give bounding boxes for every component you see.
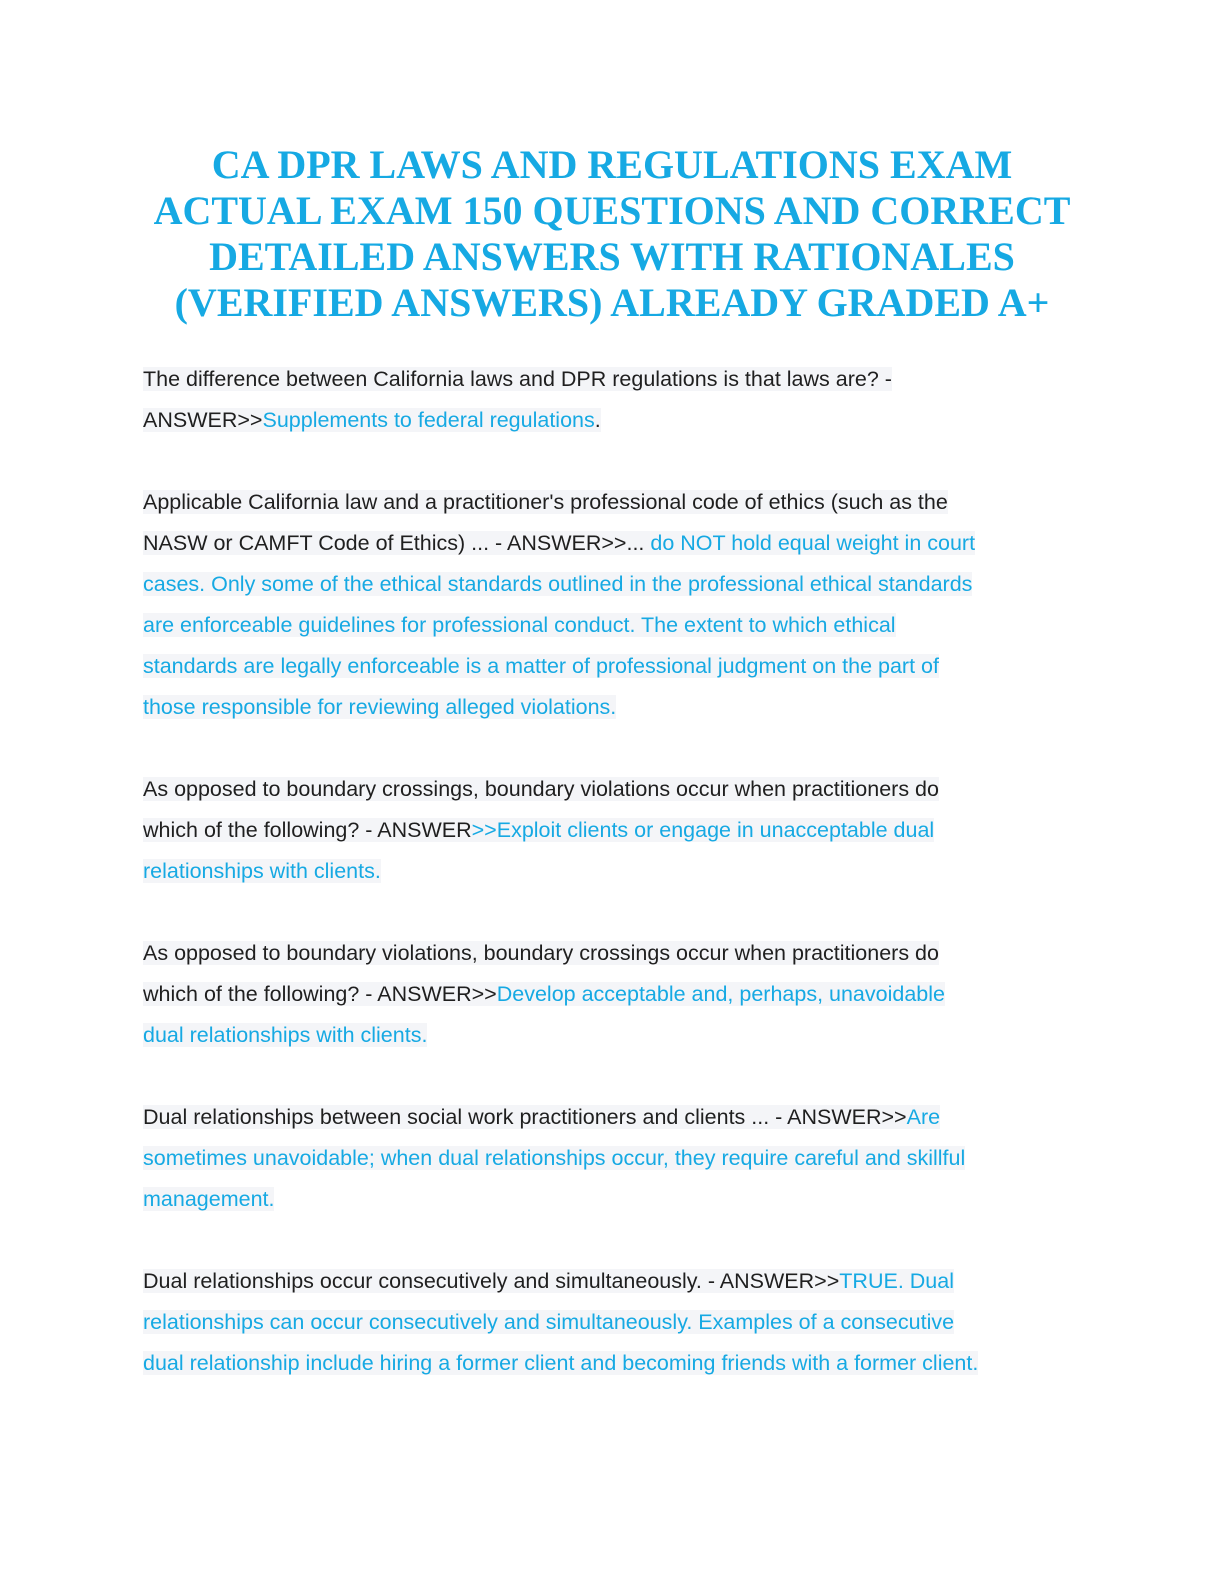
title-line: DETAILED ANSWERS WITH RATIONALES [209,234,1015,279]
line-highlight [143,613,896,637]
qa-line [143,1302,1083,1343]
line-highlight [143,1269,954,1293]
line-highlight [143,941,939,965]
line-highlight [143,531,975,555]
line-highlight [143,1351,978,1375]
line-highlight [143,1146,965,1170]
qa-line [143,523,1083,564]
qa-item [143,1097,1083,1220]
answer-text: >>Exploit clients or engage in unacceptable dual [471,818,935,842]
answer-text: sometimes unavoidable; when dual relationships occur, they require careful and skillful [143,1146,966,1170]
line-highlight [143,654,939,678]
answer-text: Develop acceptable and, perhaps, unavoidable [496,982,945,1006]
qa-line [143,1343,1083,1384]
line-highlight [143,695,616,719]
answer-text: relationships with clients. [143,859,381,883]
question-text: Dual relationships between social work practitioners and clients ... - ANSWER>> [143,1105,907,1129]
qa-line [143,769,1083,810]
line-highlight [143,859,381,883]
qa-line [143,1179,1083,1220]
qa-item [143,482,1083,728]
answer-text: management. [143,1187,275,1211]
line-highlight [143,777,939,801]
answer-text: TRUE. Dual [839,1269,954,1293]
answer-text: are enforceable guidelines for professional conduct. The extent to which ethical [143,613,896,637]
question-text: As opposed to boundary violations, boundary crossings occur when practitioners do [143,941,939,965]
line-highlight [143,572,972,596]
qa-line [143,564,1083,605]
line-highlight [143,1310,954,1334]
answer-text: Supplements to federal regulations [262,408,595,432]
answer-text: those responsible for reviewing alleged violations. [143,695,617,719]
qa-line [143,400,1083,441]
answer-text: relationships can occur consecutively and simultaneously. Examples of a consecutive [143,1310,955,1334]
question-text: which of the following? - ANSWER>> [143,982,497,1006]
qa-item [143,1261,1083,1384]
qa-item [143,359,1083,441]
question-text: Applicable California law and a practitioner's professional code of ethics (such as the [143,490,948,514]
qa-line [143,1015,1083,1056]
answer-text: standards are legally enforceable is a matter of professional judgment on the part of [143,654,939,678]
qa-line [143,1261,1083,1302]
qa-line [143,974,1083,1015]
title-line: CA DPR LAWS AND REGULATIONS EXAM [211,142,1013,187]
question-text: As opposed to boundary crossings, boundary violations occur when practitioners do [143,777,939,801]
qa-line [143,1138,1083,1179]
qa-line [143,810,1083,851]
qa-line [143,1097,1083,1138]
qa-item [143,933,1083,1056]
qa-line [143,646,1083,687]
line-highlight [143,408,601,432]
answer-text: dual relationship include hiring a former client and becoming friends with a former client. [143,1351,979,1375]
line-highlight [143,1023,427,1047]
question-text: Dual relationships occur consecutively and simultaneously. - ANSWER>> [143,1269,840,1293]
answer-text: dual relationships with clients. [143,1023,428,1047]
question-text: . [594,408,601,432]
answer-text: do NOT hold equal weight in court [650,531,976,555]
line-highlight [143,490,948,514]
qa-line [143,482,1083,523]
document-title [110,142,1114,326]
question-text: The difference between California laws and DPR regulations is that laws are? - [143,367,892,391]
qa-line [143,359,1083,400]
qa-line [143,687,1083,728]
title-line: ACTUAL EXAM 150 QUESTIONS AND CORRECT [153,188,1071,233]
line-highlight [143,367,892,391]
question-text: ANSWER>> [143,408,263,432]
title-line: (VERIFIED ANSWERS) ALREADY GRADED A+ [174,280,1050,325]
qa-line [143,851,1083,892]
question-text: which of the following? - ANSWER [143,818,472,842]
qa-item [143,769,1083,892]
answer-text: Are [906,1105,941,1129]
qa-line [143,933,1083,974]
answer-text: cases. Only some of the ethical standards outlined in the professional ethical standards [143,572,973,596]
line-highlight [143,1105,940,1129]
line-highlight [143,982,945,1006]
line-highlight [143,818,934,842]
qa-line [143,605,1083,646]
question-text: NASW or CAMFT Code of Ethics) ... - ANSWER>>... [143,531,651,555]
line-highlight [143,1187,274,1211]
